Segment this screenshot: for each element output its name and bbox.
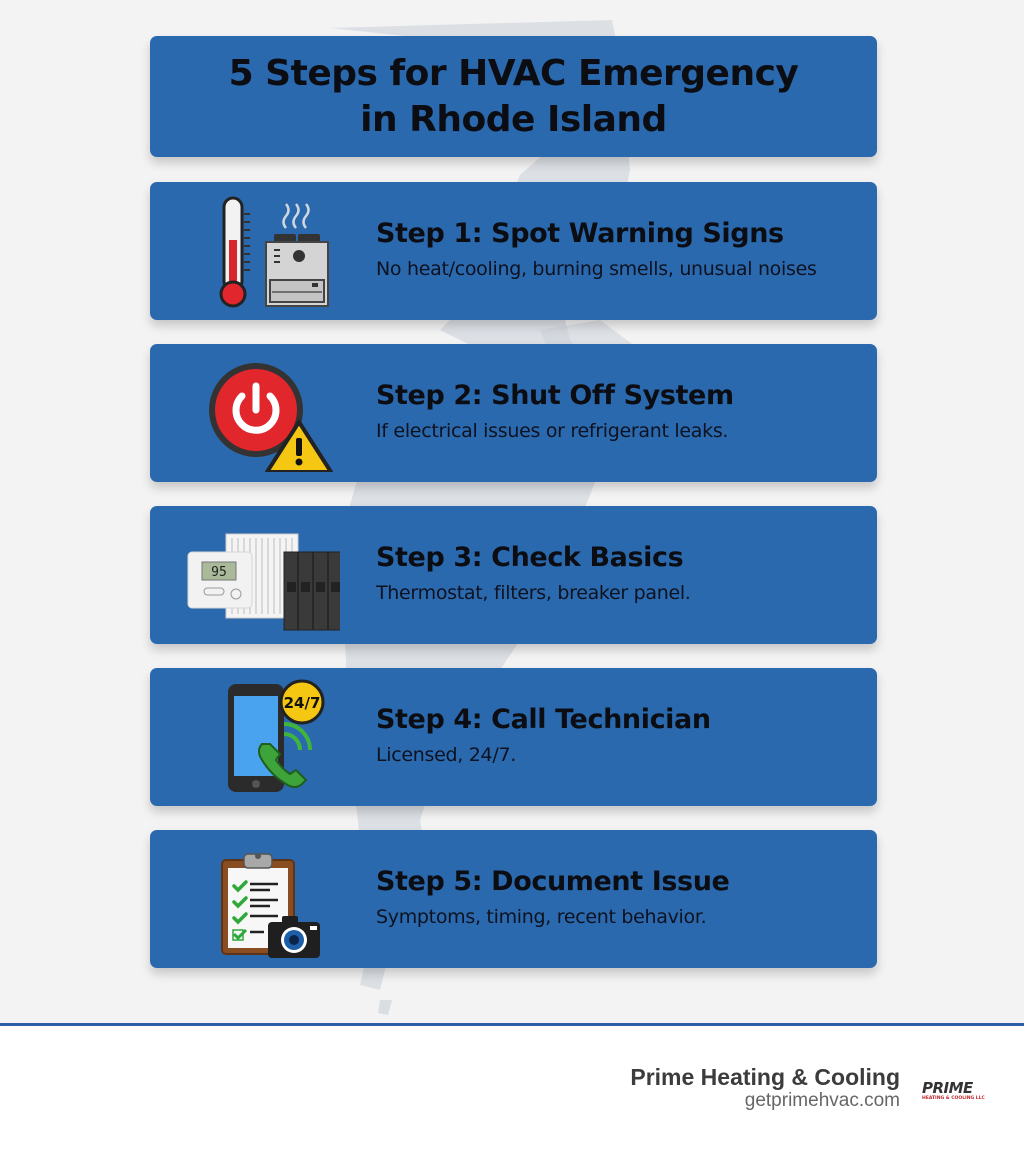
thermostat-reading: 95 — [211, 565, 227, 580]
step-card-4 — [150, 668, 877, 806]
page-title-line-1: 5 Steps for HVAC Emergency — [228, 52, 799, 94]
step-title: Step 1: Spot Warning Signs — [376, 218, 784, 249]
step-title: Step 4: Call Technician — [376, 704, 711, 735]
step-description: Licensed, 24/7. — [376, 744, 516, 766]
company-name: Prime Heating & Cooling — [630, 1064, 900, 1090]
phone-call-icon — [186, 678, 346, 796]
step-title: Step 3: Check Basics — [376, 542, 684, 573]
step-description: No heat/cooling, burning smells, unusual noises — [376, 258, 817, 280]
logo-wordmark: PRIME — [922, 1079, 973, 1097]
thermometer-furnace-icon — [186, 192, 346, 310]
step-card-3 — [150, 506, 877, 644]
clipboard-camera-icon — [186, 840, 346, 958]
logo-tagline: HEATING & COOLING LLC — [922, 1096, 985, 1101]
company-website-link[interactable]: getprimehvac.com — [744, 1090, 900, 1111]
step-description: Symptoms, timing, recent behavior. — [376, 906, 707, 928]
thermostat-filter-breaker-icon — [180, 516, 340, 634]
step-description: If electrical issues or refrigerant leaks. — [376, 420, 729, 442]
step-title: Step 5: Document Issue — [376, 866, 730, 897]
step-card-5 — [150, 830, 877, 968]
footer — [0, 1026, 1024, 1154]
step-description: Thermostat, filters, breaker panel. — [376, 582, 691, 604]
title-banner — [150, 36, 877, 157]
power-warning-icon — [186, 354, 346, 472]
step-card-1 — [150, 182, 877, 320]
step-title: Step 2: Shut Off System — [376, 380, 734, 411]
page-title-line-2: in Rhode Island — [360, 98, 667, 140]
company-logo — [922, 1080, 1002, 1104]
badge-24-7: 24/7 — [283, 694, 321, 712]
step-card-2 — [150, 344, 877, 482]
